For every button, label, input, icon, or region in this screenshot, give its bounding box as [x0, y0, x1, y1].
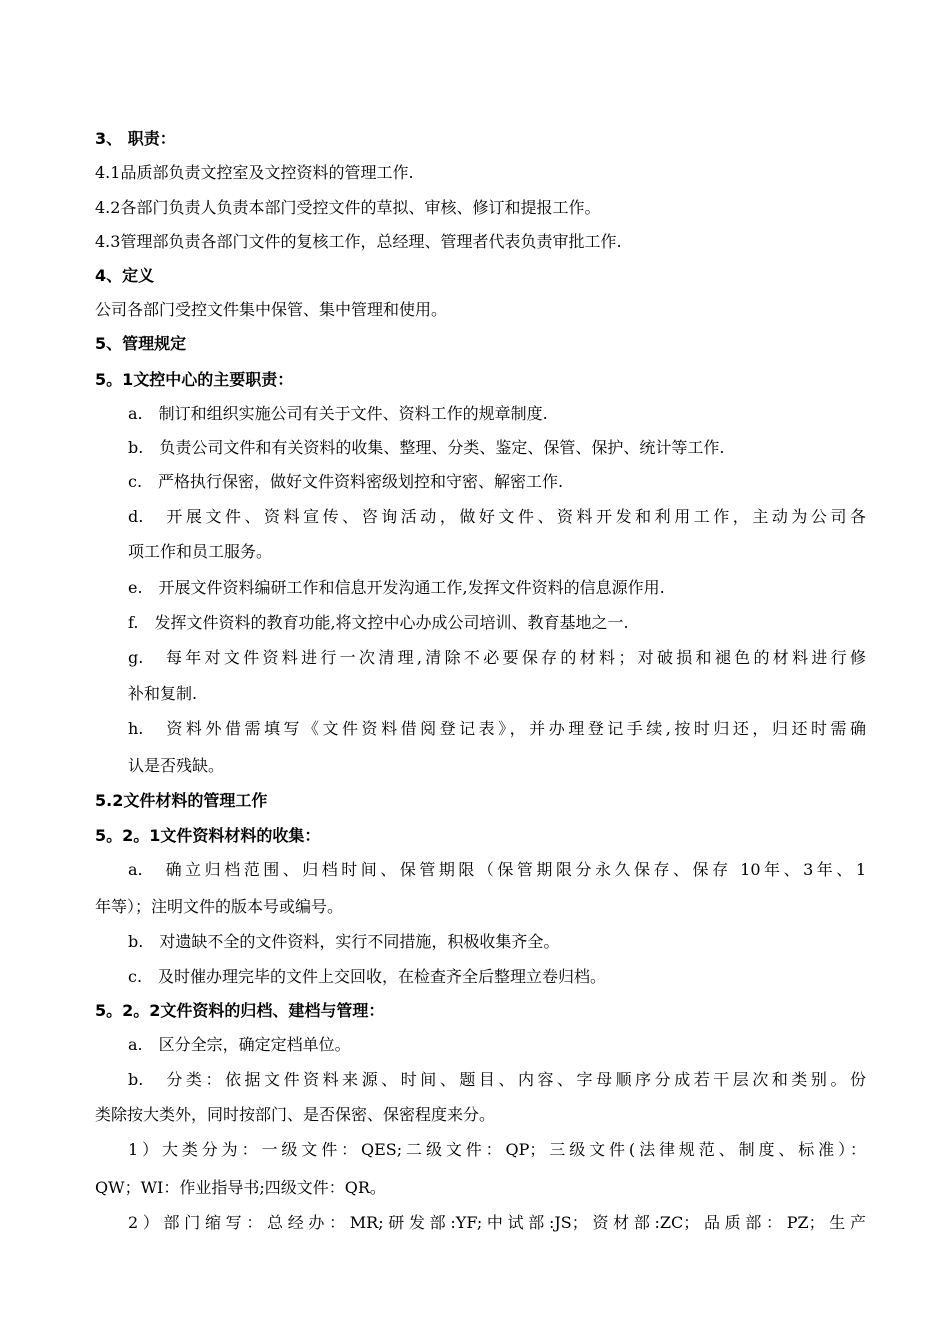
section-heading: 5。2。1文件资料材料的收集： [95, 826, 321, 845]
section-heading: 5.2文件材料的管理工作 [95, 791, 268, 810]
paragraph-line: b. 分类：依据文件资料来源、时间、题目、内容、字母顺序分成若干层次和类别。份 [128, 1070, 866, 1089]
paragraph-line: 4.2各部门负责人负责本部门受控文件的草拟、审核、修订和提报工作。 [95, 198, 601, 217]
paragraph-line: QW；WI：作业指导书;四级文件：QR。 [95, 1178, 386, 1197]
paragraph-line: 项工作和员工服务。 [128, 542, 273, 561]
paragraph-line: a. 确立归档范围、归档时间、保管期限（保管期限分永久保存、保存 10年、3年、1 [128, 860, 866, 879]
paragraph-line: 1）大类分为：一级文件：QES;二级文件：QP；三级文件(法律规范、制度、标准）： [128, 1140, 866, 1159]
paragraph-line: a. 区分全宗，确定定档单位。 [128, 1035, 351, 1054]
paragraph-line: e. 开展文件资料编研工作和信息开发沟通工作,发挥文件资料的信息源作用. [128, 578, 665, 597]
paragraph-line: 4.3管理部负责各部门文件的复核工作，总经理、管理者代表负责审批工作. [95, 232, 622, 251]
paragraph-line: 类除按大类外，同时按部门、是否保密、保密程度来分。 [95, 1105, 496, 1124]
section-heading: 4、定义 [95, 266, 155, 285]
paragraph-line: c. 严格执行保密，做好文件资料密级划控和守密、解密工作. [128, 472, 564, 491]
paragraph-line: d. 开展文件、资料宣传、咨询活动，做好文件、资料开发和利用工作，主动为公司各 [128, 507, 866, 526]
paragraph-line: h. 资料外借需填写《文件资料借阅登记表》，并办理登记手续,按时归还，归还时需确 [128, 719, 866, 738]
paragraph-line: 4.1品质部负责文控室及文控资料的管理工作. [95, 163, 414, 182]
paragraph-line: f. 发挥文件资料的教育功能,将文控中心办成公司培训、教育基地之一. [128, 613, 629, 632]
paragraph-line: 认是否残缺。 [128, 756, 225, 775]
paragraph-line: b. 对遗缺不全的文件资料，实行不同措施，积极收集齐全。 [128, 932, 560, 951]
paragraph-line: 年等）；注明文件的版本号或编号。 [95, 897, 344, 916]
paragraph-line: 补和复制. [128, 684, 198, 703]
paragraph-line: 公司各部门受控文件集中保管、集中管理和使用。 [95, 300, 448, 319]
section-heading: 3、 职责： [95, 129, 176, 148]
paragraph-line: c. 及时催办理完毕的文件上交回收，在检查齐全后整理立卷归档。 [128, 967, 607, 986]
paragraph-line: g. 每年对文件资料进行一次清理,清除不必要保存的材料；对破损和褪色的材料进行修 [128, 648, 866, 667]
section-heading: 5。1文控中心的主要职责： [95, 370, 294, 389]
section-heading: 5。2。2文件资料的归档、建档与管理： [95, 1001, 385, 1020]
paragraph-line: 2）部门缩写：总经办：MR;研发部:YF;中试部:JS；资材部:ZC；品质部：PZ；生产 [128, 1213, 866, 1232]
paragraph-line: b. 负责公司文件和有关资料的收集、整理、分类、鉴定、保管、保护、统计等工作. [128, 438, 725, 457]
section-heading: 5、管理规定 [95, 334, 187, 353]
paragraph-line: a. 制订和组织实施公司有关于文件、资料工作的规章制度. [128, 404, 548, 423]
